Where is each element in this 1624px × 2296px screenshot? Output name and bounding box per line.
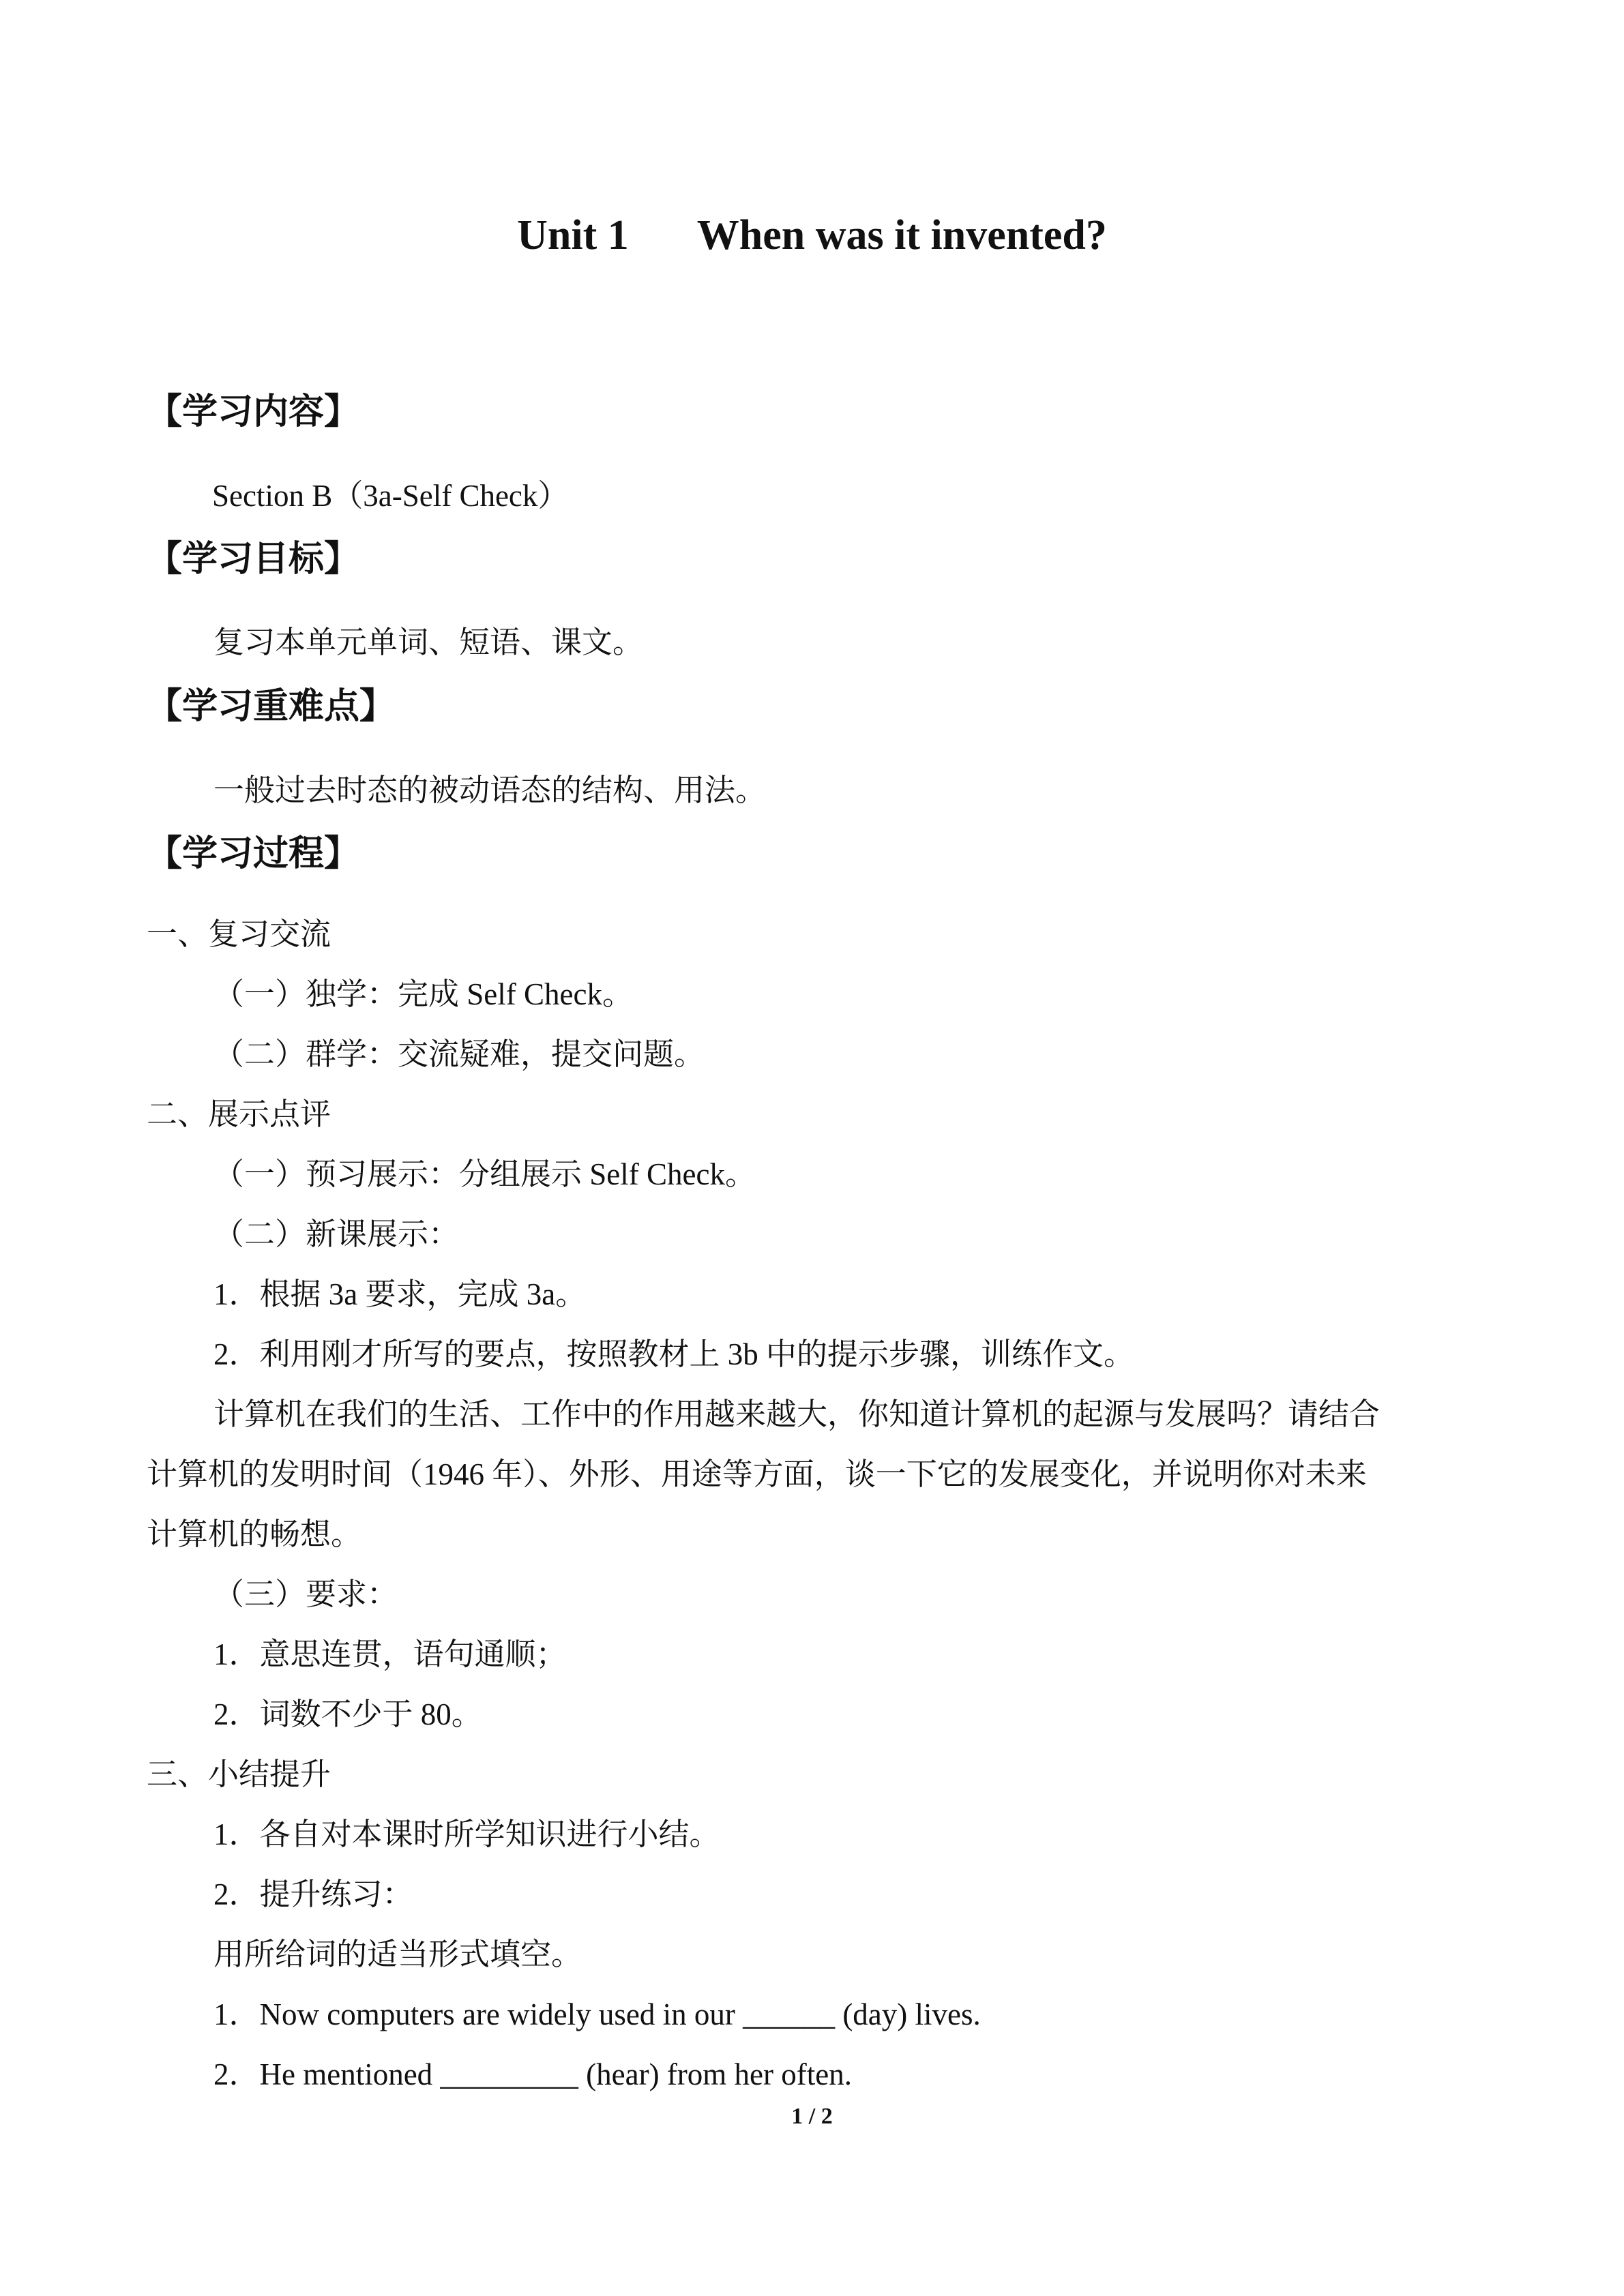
learning-goals-text: 复习本单元单词、短语、课文。	[213, 625, 644, 659]
heading-key-points: 【学习重难点】	[147, 686, 396, 727]
process-step-3a: 1．各自对本课时所学知识进行小结。	[213, 1817, 720, 1851]
process-step-2: 二、展示点评	[147, 1097, 331, 1131]
process-step-2c-1: 1．意思连贯，语句通顺；	[213, 1637, 567, 1671]
heading-learning-content: 【学习内容】	[147, 391, 360, 432]
process-step-1: 一、复习交流	[147, 917, 331, 951]
process-step-3: 三、小结提升	[147, 1757, 331, 1791]
process-step-2c: （三）要求：	[213, 1577, 398, 1611]
process-step-2b-1: 1．根据 3a 要求，完成 3a。	[213, 1277, 587, 1311]
essay-prompt-line-3: 计算机的畅想。	[147, 1517, 362, 1551]
process-step-2b-2: 2．利用刚才所写的要点，按照教材上 3b 中的提示步骤，训练作文。	[213, 1337, 1135, 1371]
process-step-3b: 2．提升练习：	[213, 1877, 413, 1911]
page-number: 1 / 2	[791, 2104, 833, 2129]
process-step-2a: （一）预习展示：分组展示 Self Check。	[213, 1157, 756, 1191]
exercise-instructions: 用所给词的适当形式填空。	[213, 1937, 582, 1971]
process-step-2c-2: 2．词数不少于 80。	[213, 1697, 482, 1731]
process-step-1b: （二）群学：交流疑难，提交问题。	[213, 1037, 705, 1071]
essay-prompt-line-2: 计算机的发明时间（1946 年）、外形、用途等方面，谈一下它的发展变化，并说明你对未来	[147, 1457, 1367, 1491]
process-step-1a: （一）独学：完成 Self Check。	[213, 977, 633, 1011]
heading-learning-process: 【学习过程】	[147, 833, 360, 874]
process-step-2b: （二）新课展示：	[213, 1217, 460, 1251]
title-unit: Unit 1	[517, 212, 629, 258]
exercise-item-2: 2．He mentioned _________ (hear) from her often.	[213, 2057, 852, 2091]
page-title	[0, 211, 1624, 260]
exercise-item-1: 1．Now computers are widely used in our ______ (day) lives.	[213, 1997, 981, 2031]
title-question: When was it invented?	[696, 212, 1107, 258]
learning-content-text: Section B（3a-Self Check）	[212, 479, 569, 513]
heading-learning-goals: 【学习目标】	[147, 539, 360, 580]
essay-prompt-line-1: 计算机在我们的生活、工作中的作用越来越大，你知道计算机的起源与发展吗？请结合	[213, 1397, 1381, 1431]
key-points-text: 一般过去时态的被动语态的结构、用法。	[213, 773, 767, 807]
